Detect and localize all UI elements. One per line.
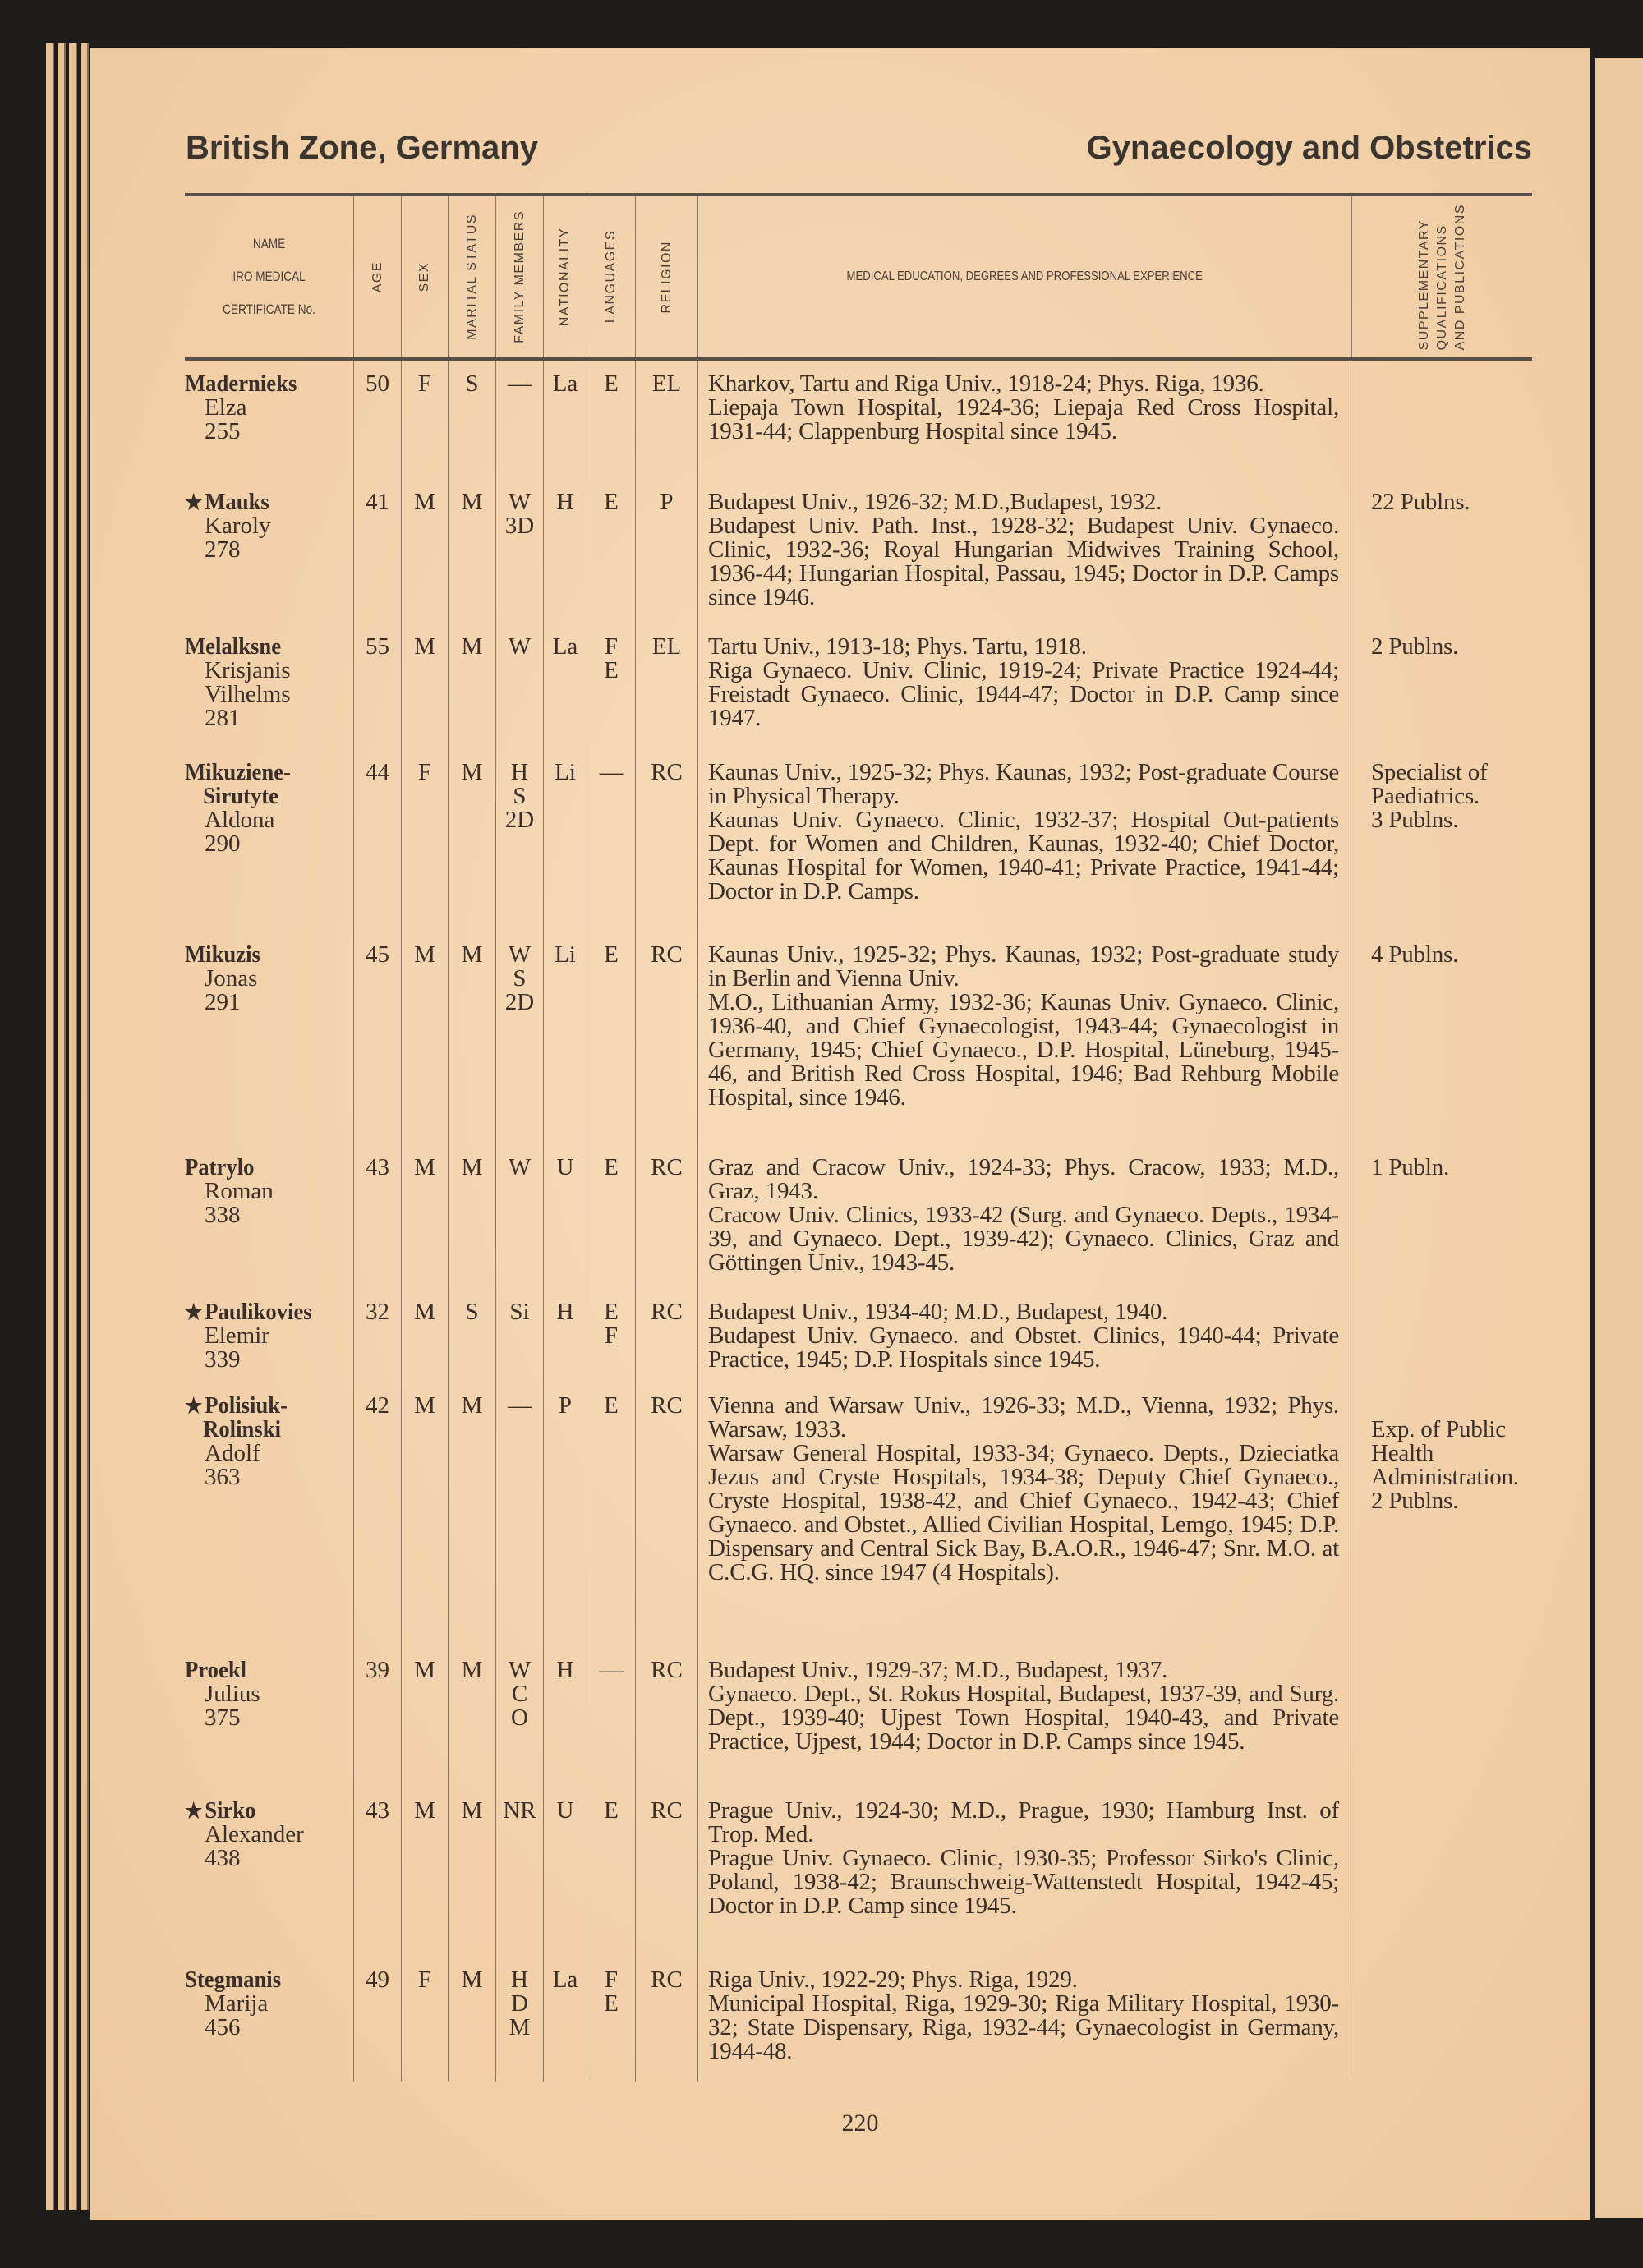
- table-row: [185, 1647, 1532, 1787]
- table-row: [185, 623, 1532, 749]
- header-religion: RELIGION: [659, 240, 674, 314]
- education-cell: [698, 361, 1351, 479]
- name-cell: [185, 932, 354, 1144]
- name-cell: [185, 1647, 354, 1787]
- header-name-line: IRO MEDICAL: [232, 269, 306, 284]
- supplementary-cell: 2 Publns.: [1371, 633, 1459, 660]
- surname-text: Polisiuk-: [205, 1392, 288, 1419]
- name-cell: [185, 1289, 354, 1382]
- surname: [185, 372, 340, 396]
- given-name: Jonas: [205, 965, 258, 991]
- given-name: Vilhelms: [205, 681, 291, 707]
- education-cell: [698, 1289, 1351, 1382]
- table-row: [185, 1144, 1532, 1289]
- sex-cell: M: [402, 1647, 449, 1787]
- nationality-cell: U: [544, 1787, 587, 1957]
- surname-text: Mikuzis: [185, 941, 260, 968]
- star-icon: ★: [185, 1394, 203, 1418]
- given-name: Roman: [205, 1178, 274, 1204]
- age-cell: 32: [354, 1289, 402, 1382]
- education-paragraph: M.O., Lithuanian Army, 1932-36; Kaunas Univ. Gynaeco. Clinic, 1936-40, and Chief Gynaecologist, 1943-44; Gynaecologist in Germany, 1945; Chief Gynaeco., D.P. Hospital, Lüneburg, 1945-46, and British Red Cross Hospital, 1946; Bad Rehburg Mobile Hospital, since 1946.: [708, 989, 1339, 1111]
- certificate-number: 291: [205, 989, 241, 1015]
- running-header-right: Gynaecology and Obstetrics: [1086, 130, 1532, 166]
- surname-text: Sirutyte: [203, 783, 278, 809]
- education-cell: [698, 932, 1351, 1144]
- certificate-number: 281: [205, 705, 241, 731]
- religion-cell: RC: [636, 1289, 698, 1382]
- surname-text: Sirko: [205, 1797, 256, 1824]
- supplementary-cell: [1351, 361, 1532, 479]
- languages-cell: E: [587, 932, 636, 1144]
- marital-cell: S: [449, 1289, 496, 1382]
- header-name: [185, 196, 354, 357]
- nationality-cell: La: [544, 1957, 587, 2082]
- given-name: Julius: [205, 1681, 260, 1707]
- religion-cell: RC: [636, 1787, 698, 1957]
- surname-text: Patrylo: [185, 1154, 255, 1180]
- table-header-row: [185, 196, 1532, 357]
- supplementary-cell: [1351, 1957, 1532, 2082]
- family-cell: W: [496, 1144, 544, 1289]
- supplementary-cell: 1 Publn.: [1371, 1154, 1450, 1180]
- nationality-cell: H: [544, 479, 587, 623]
- header-name-line: CERTIFICATE No.: [223, 301, 315, 317]
- certificate-number: 363: [205, 1464, 241, 1490]
- marital-cell: M: [449, 1957, 496, 2082]
- table-row: [185, 361, 1532, 479]
- education-paragraph: Warsaw General Hospital, 1933-34; Gynaeco. Depts., Dzieciatka Jezus and Cryste Hospitals, 1934-38; Deputy Chief Gynaeco., Cryste Hospital, 1938-42, and Chief Gynaeco., 1942-43; Chief Gynaeco. and Obstet., Allied Civilian Hospital, Lemgo, 1945; D.P. Dispensary and Central Sick Bay, B.A.O.R., 1946-47; Snr. M.O. at C.C.G. HQ. since 1947 (4 Hospitals).: [708, 1440, 1339, 1585]
- languages-cell: —: [587, 1647, 636, 1787]
- education-cell: [698, 1144, 1351, 1289]
- page-stack-edge: [46, 43, 54, 2210]
- family-cell: H D M: [496, 1957, 544, 2082]
- header-supplementary: SUPPLEMENTARY QUALIFICATIONS AND PUBLICATIONS: [1416, 203, 1467, 351]
- supplementary-cell: [1351, 1289, 1532, 1382]
- languages-cell: E: [587, 1787, 636, 1957]
- family-cell: H S 2D: [496, 749, 544, 932]
- surname-text: Stegmanis: [185, 1967, 282, 1993]
- surname-text: Melalksne: [185, 633, 282, 660]
- age-cell: 43: [354, 1144, 402, 1289]
- page-number: 220: [841, 2109, 879, 2137]
- surname: [185, 784, 340, 808]
- name-cell: [185, 623, 354, 749]
- running-header-left: British Zone, Germany: [186, 130, 538, 166]
- education-cell: [698, 1957, 1351, 2082]
- given-name: Alexander: [205, 1821, 304, 1847]
- education-cell: [698, 1787, 1351, 1957]
- page-stack-edge: [58, 43, 66, 2210]
- table-row: [185, 1957, 1532, 2082]
- marital-cell: M: [449, 1787, 496, 1957]
- name-cell: [185, 1957, 354, 2082]
- marital-cell: M: [449, 479, 496, 623]
- surname-text: Mikuziene-: [185, 759, 291, 785]
- education-paragraph: Kaunas Univ. Gynaeco. Clinic, 1932-37; Hospital Out-patients Dept. for Women and Children, Kaunas, 1932-40; Chief Doctor, Kaunas Hospital for Women, 1940-41; Private Practice, 1941-44; Doctor in D.P. Camps.: [708, 807, 1339, 904]
- table-row: [185, 932, 1532, 1144]
- surname: [185, 490, 340, 514]
- nationality-cell: La: [544, 623, 587, 749]
- marital-cell: M: [449, 623, 496, 749]
- religion-cell: RC: [636, 749, 698, 932]
- religion-cell: RC: [636, 1382, 698, 1647]
- marital-cell: M: [449, 1382, 496, 1647]
- family-cell: W: [496, 623, 544, 749]
- table-row: [185, 749, 1532, 932]
- marital-cell: M: [449, 1647, 496, 1787]
- nationality-cell: Li: [544, 932, 587, 1144]
- education-paragraph: Municipal Hospital, Riga, 1929-30; Riga Military Hospital, 1930-32; State Dispensary, Riga, 1932-44; Gynaecologist in Germany, 1944-48.: [708, 1990, 1339, 2064]
- star-icon: ★: [185, 1300, 203, 1324]
- education-paragraph: Budapest Univ. Gynaeco. and Obstet. Clinics, 1940-44; Private Practice, 1945; D.P. Hospitals since 1945.: [708, 1323, 1339, 1373]
- header-languages: LANGUAGES: [604, 230, 618, 324]
- education-paragraph: Gynaeco. Dept., St. Rokus Hospital, Budapest, 1937-39, and Surg. Dept., 1939-40; Ujpest Town Hospital, 1940-43, and Private Practice, Ujpest, 1944; Doctor in D.P. Camps since 1945.: [708, 1681, 1339, 1755]
- education-paragraph: Tartu Univ., 1913-18; Phys. Tartu, 1918.: [708, 633, 1087, 660]
- given-name: Krisjanis: [205, 657, 291, 683]
- sex-cell: F: [402, 749, 449, 932]
- nationality-cell: P: [544, 1382, 587, 1647]
- marital-cell: M: [449, 1144, 496, 1289]
- surname-text: Paulikovies: [205, 1299, 312, 1325]
- family-cell: W S 2D: [496, 932, 544, 1144]
- languages-cell: E: [587, 479, 636, 623]
- family-cell: NR: [496, 1787, 544, 1957]
- age-cell: 50: [354, 361, 402, 479]
- languages-cell: —: [587, 749, 636, 932]
- star-icon: ★: [185, 1799, 203, 1823]
- languages-cell: E: [587, 1382, 636, 1647]
- table-row: [185, 1382, 1532, 1647]
- education-cell: [698, 749, 1351, 932]
- education-paragraph: Budapest Univ., 1929-37; M.D., Budapest, 1937.: [708, 1657, 1168, 1683]
- given-name: Elemir: [205, 1323, 269, 1349]
- education-paragraph: Riga Gynaeco. Univ. Clinic, 1919-24; Private Practice 1924-44; Freistadt Gynaeco. Clinic, 1944-47; Doctor in D.P. Camp since 1947.: [708, 657, 1339, 731]
- given-name: Karoly: [205, 513, 271, 539]
- languages-cell: F E: [587, 1957, 636, 2082]
- supplementary-cell: Specialist of Paediatrics. 3 Publns.: [1371, 759, 1488, 833]
- name-cell: [185, 1382, 354, 1647]
- sex-cell: M: [402, 1289, 449, 1382]
- physician-register-table: [185, 193, 1532, 2082]
- name-cell: [185, 479, 354, 623]
- surname: [185, 1300, 340, 1324]
- education-paragraph: Riga Univ., 1922-29; Phys. Riga, 1929.: [708, 1967, 1078, 1993]
- age-cell: 39: [354, 1647, 402, 1787]
- surname: [185, 635, 340, 659]
- surname: [185, 1658, 340, 1682]
- marital-cell: S: [449, 361, 496, 479]
- sex-cell: M: [402, 1787, 449, 1957]
- supplementary-cell: Exp. of Public Health Administration. 2 Publns.: [1371, 1416, 1519, 1514]
- religion-cell: RC: [636, 1144, 698, 1289]
- family-cell: —: [496, 1382, 544, 1647]
- surname: [185, 943, 340, 967]
- header-name-line: NAME: [252, 236, 286, 251]
- table-row: [185, 479, 1532, 623]
- nationality-cell: H: [544, 1647, 587, 1787]
- certificate-number: 290: [205, 830, 241, 857]
- header-age: AGE: [370, 260, 384, 293]
- family-cell: W C O: [496, 1647, 544, 1787]
- religion-cell: RC: [636, 1647, 698, 1787]
- surname-text: Rolinski: [203, 1416, 281, 1442]
- name-cell: [185, 1144, 354, 1289]
- sex-cell: F: [402, 1957, 449, 2082]
- given-name: Aldona: [205, 807, 275, 833]
- age-cell: 45: [354, 932, 402, 1144]
- supplementary-cell: [1351, 1787, 1532, 1957]
- sex-cell: M: [402, 1144, 449, 1289]
- marital-cell: M: [449, 932, 496, 1144]
- nationality-cell: Li: [544, 749, 587, 932]
- education-paragraph: Liepaja Town Hospital, 1924-36; Liepaja Red Cross Hospital, 1931-44; Clappenburg Hospital since 1945.: [708, 394, 1339, 444]
- certificate-number: 375: [205, 1704, 241, 1731]
- certificate-number: 255: [205, 418, 241, 444]
- supplementary-cell: [1351, 1647, 1532, 1787]
- nationality-cell: U: [544, 1144, 587, 1289]
- languages-cell: E F: [587, 1289, 636, 1382]
- education-paragraph: Budapest Univ., 1934-40; M.D., Budapest, 1940.: [708, 1299, 1168, 1325]
- marital-cell: M: [449, 749, 496, 932]
- sex-cell: M: [402, 623, 449, 749]
- name-cell: [185, 1787, 354, 1957]
- surname: [185, 1394, 340, 1418]
- religion-cell: RC: [636, 932, 698, 1144]
- education-paragraph: Budapest Univ. Path. Inst., 1928-32; Budapest Univ. Gynaeco. Clinic, 1932-36; Royal Hungarian Midwives Training School, 1936-44; Hungarian Hospital, Passau, 1945; Doctor in D.P. Camps since 1946.: [708, 513, 1339, 610]
- supplementary-cell: 22 Publns.: [1371, 489, 1470, 515]
- education-paragraph: Graz and Cracow Univ., 1924-33; Phys. Cracow, 1933; M.D., Graz, 1943.: [708, 1154, 1339, 1204]
- table-row: [185, 1787, 1532, 1957]
- education-paragraph: Budapest Univ., 1926-32; M.D.,Budapest, 1932.: [708, 489, 1162, 515]
- education-paragraph: Kharkov, Tartu and Riga Univ., 1918-24; Phys. Riga, 1936.: [708, 370, 1264, 397]
- nationality-cell: H: [544, 1289, 587, 1382]
- religion-cell: RC: [636, 1957, 698, 2082]
- name-cell: [185, 749, 354, 932]
- age-cell: 43: [354, 1787, 402, 1957]
- religion-cell: EL: [636, 623, 698, 749]
- age-cell: 41: [354, 479, 402, 623]
- page-stack-edge: [69, 43, 77, 2210]
- given-name: Adolf: [205, 1440, 260, 1466]
- header-education: MEDICAL EDUCATION, DEGREES AND PROFESSIONAL EXPERIENCE: [846, 269, 1203, 283]
- certificate-number: 338: [205, 1202, 241, 1228]
- certificate-number: 438: [205, 1845, 241, 1871]
- nationality-cell: La: [544, 361, 587, 479]
- languages-cell: E: [587, 1144, 636, 1289]
- table-row: [185, 1289, 1532, 1382]
- education-paragraph: Prague Univ. Gynaeco. Clinic, 1930-35; Professor Sirko's Clinic, Poland, 1938-42; Braunschweig-Wattenstedt Hospital, 1942-45; Doctor in D.P. Camp since 1945.: [708, 1845, 1339, 1919]
- age-cell: 49: [354, 1957, 402, 2082]
- page-stack-edge: [81, 43, 89, 2210]
- religion-cell: P: [636, 479, 698, 623]
- languages-cell: E: [587, 361, 636, 479]
- surname: [185, 1968, 340, 1992]
- surname-text: Proekl: [185, 1657, 247, 1683]
- education-paragraph: Kaunas Univ., 1925-32; Phys. Kaunas, 1932; Post-graduate Course in Physical Therapy.: [708, 759, 1339, 809]
- education-paragraph: Vienna and Warsaw Univ., 1926-33; M.D., Vienna, 1932; Phys. Warsaw, 1933.: [708, 1392, 1339, 1442]
- education-cell: [698, 479, 1351, 623]
- header-nationality: NATIONALITY: [558, 227, 572, 327]
- surname: [185, 761, 340, 784]
- education-paragraph: Cracow Univ. Clinics, 1933-42 (Surg. and Gynaeco. Depts., 1934-39, and Gynaeco. Dept., 1939-42); Gynaeco. Clinics, Graz and Göttingen Univ., 1943-45.: [708, 1202, 1339, 1276]
- surname: [185, 1799, 340, 1823]
- family-cell: Si: [496, 1289, 544, 1382]
- religion-cell: EL: [636, 361, 698, 479]
- education-paragraph: Prague Univ., 1924-30; M.D., Prague, 1930; Hamburg Inst. of Trop. Med.: [708, 1797, 1339, 1847]
- certificate-number: 339: [205, 1346, 241, 1373]
- sex-cell: M: [402, 1382, 449, 1647]
- adjacent-page-edge: [1595, 58, 1643, 2218]
- age-cell: 55: [354, 623, 402, 749]
- education-cell: [698, 623, 1351, 749]
- surname: [185, 1156, 340, 1180]
- surname-text: Mauks: [205, 489, 269, 515]
- family-cell: W 3D: [496, 479, 544, 623]
- certificate-number: 278: [205, 536, 241, 563]
- supplementary-cell: 4 Publns.: [1371, 941, 1459, 968]
- surname-text: Madernieks: [185, 370, 297, 397]
- languages-cell: F E: [587, 623, 636, 749]
- table-body: [185, 361, 1532, 2082]
- education-cell: [698, 1382, 1351, 1647]
- education-paragraph: Kaunas Univ., 1925-32; Phys. Kaunas, 1932; Post-graduate study in Berlin and Vienna Univ.: [708, 941, 1339, 991]
- sex-cell: M: [402, 479, 449, 623]
- surname: [185, 1418, 340, 1442]
- header-marital-status: MARITAL STATUS: [464, 214, 479, 340]
- given-name: Elza: [205, 394, 247, 421]
- given-name: Marija: [205, 1990, 269, 2017]
- sex-cell: F: [402, 361, 449, 479]
- education-cell: [698, 1647, 1351, 1787]
- certificate-number: 456: [205, 2014, 241, 2040]
- star-icon: ★: [185, 490, 203, 514]
- header-family-members: FAMILY MEMBERS: [512, 210, 527, 343]
- age-cell: 44: [354, 749, 402, 932]
- age-cell: 42: [354, 1382, 402, 1647]
- name-cell: [185, 361, 354, 479]
- sex-cell: M: [402, 932, 449, 1144]
- family-cell: —: [496, 361, 544, 479]
- header-sex: SEX: [417, 261, 431, 292]
